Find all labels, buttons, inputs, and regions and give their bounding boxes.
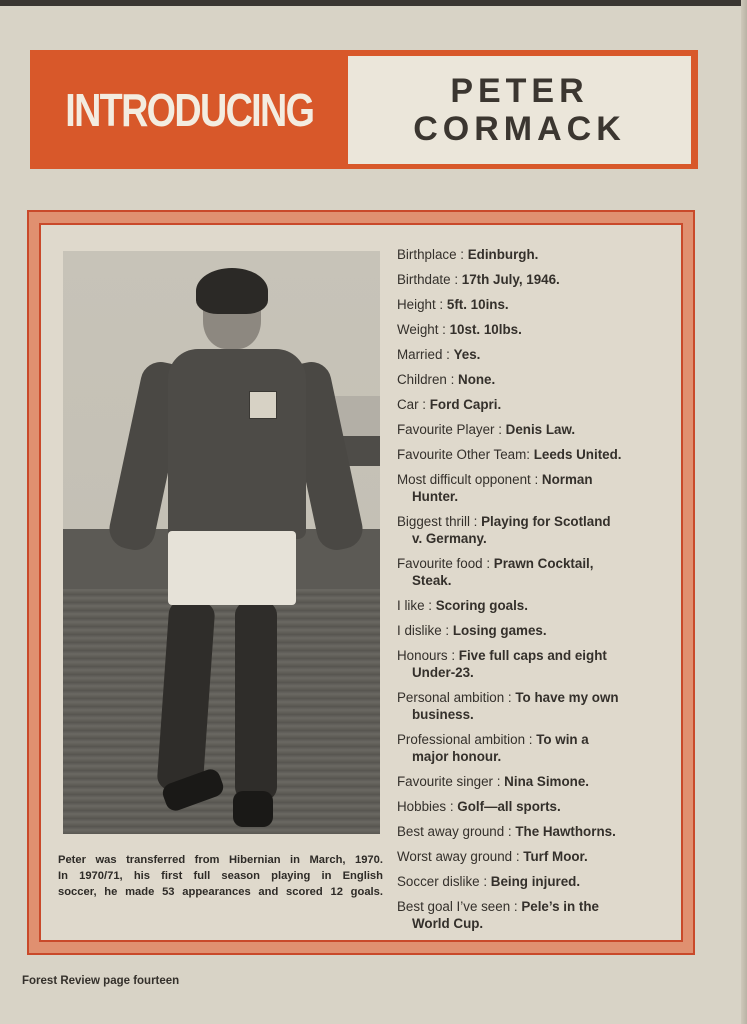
fact-value-continued: Hunter. xyxy=(412,489,459,504)
fact-label: Best goal I’ve seen : xyxy=(397,899,522,914)
fact-value: Yes. xyxy=(453,347,481,362)
fact-value: Denis Law. xyxy=(505,422,576,437)
fact-favourite-food xyxy=(397,555,672,589)
fact-value: Norman xyxy=(541,472,593,487)
fact-value-continued: Steak. xyxy=(412,573,452,588)
player-name-box xyxy=(348,56,691,164)
fact-label: Personal ambition : xyxy=(397,690,516,705)
fact-best-goal xyxy=(397,898,672,932)
fact-label: Most difficult opponent : xyxy=(397,472,542,487)
caption-line: Peter was transferred from Hibernian in March, 1970. xyxy=(58,854,383,866)
fact-most-difficult-opponent xyxy=(397,471,672,505)
fact-height xyxy=(397,296,672,313)
fact-professional-ambition xyxy=(397,731,672,765)
fact-label: Favourite food : xyxy=(397,556,494,571)
page-footer: Forest Review page fourteen xyxy=(22,975,180,987)
banner-label: INTRODUCING xyxy=(64,83,314,136)
fact-value: Scoring goals. xyxy=(435,598,528,613)
fact-worst-away-ground xyxy=(397,848,672,865)
fact-value-continued: business. xyxy=(412,707,474,722)
fact-soccer-dislike xyxy=(397,873,672,890)
fact-value: Pele’s in the xyxy=(521,899,599,914)
fact-hobbies xyxy=(397,798,672,815)
fact-favourite-singer xyxy=(397,773,672,790)
banner-introducing xyxy=(30,50,348,169)
fact-honours xyxy=(397,647,672,681)
fact-value: The Hawthorns. xyxy=(515,824,616,839)
fact-label: Car : xyxy=(397,397,430,412)
player-last-name: CORMACK xyxy=(413,110,626,148)
fact-birthdate xyxy=(397,271,672,288)
pitch xyxy=(63,589,380,834)
fact-value: Edinburgh. xyxy=(467,247,539,262)
fact-value: None. xyxy=(458,372,496,387)
fact-value-continued: major honour. xyxy=(412,749,502,764)
fact-value: Losing games. xyxy=(452,623,547,638)
fact-value: Golf—all sports. xyxy=(457,799,561,814)
fact-value: To win a xyxy=(536,732,589,747)
fact-value: 10st. 10lbs. xyxy=(449,322,522,337)
fact-favourite-other-team xyxy=(397,446,672,463)
fact-value: Playing for Scotland xyxy=(481,514,611,529)
fact-i-dislike xyxy=(397,622,672,639)
fact-label: Favourite singer : xyxy=(397,774,505,789)
fact-label: I dislike : xyxy=(397,623,453,638)
fact-value: Being injured. xyxy=(490,874,581,889)
fact-value-continued: v. Germany. xyxy=(412,531,487,546)
fact-label: Best away ground : xyxy=(397,824,516,839)
fact-favourite-player xyxy=(397,421,672,438)
fact-weight xyxy=(397,321,672,338)
fact-label: Favourite Other Team: xyxy=(397,447,534,462)
fact-value: Nina Simone. xyxy=(504,774,589,789)
fact-value: Ford Capri. xyxy=(429,397,502,412)
player-hair xyxy=(196,268,268,314)
fact-value: Prawn Cocktail, xyxy=(493,556,594,571)
fact-label: Favourite Player : xyxy=(397,422,506,437)
player-shorts xyxy=(168,531,296,605)
fact-label: I like : xyxy=(397,598,436,613)
fact-label: Height : xyxy=(397,297,447,312)
fact-value: To have my own xyxy=(515,690,619,705)
player-first-name: PETER xyxy=(450,72,589,110)
fact-label: Birthplace : xyxy=(397,247,468,262)
fact-value-continued: World Cup. xyxy=(412,916,484,931)
fact-label: Birthdate : xyxy=(397,272,462,287)
fact-label: Soccer dislike : xyxy=(397,874,491,889)
fact-married xyxy=(397,346,672,363)
fact-i-like xyxy=(397,597,672,614)
player-right-boot xyxy=(233,791,273,827)
fact-value-continued: Under-23. xyxy=(412,665,474,680)
fact-children xyxy=(397,371,672,388)
page-gutter xyxy=(741,0,747,1024)
fact-car xyxy=(397,396,672,413)
club-crest-icon xyxy=(249,391,277,419)
player-shirt xyxy=(168,349,306,539)
fact-personal-ambition xyxy=(397,689,672,723)
fact-value: Turf Moor. xyxy=(523,849,588,864)
fact-best-away-ground xyxy=(397,823,672,840)
fact-label: Weight : xyxy=(397,322,450,337)
caption-line: soccer, he made 53 appearances and scored 12 goals. xyxy=(58,886,383,898)
caption-line: In 1970/71, his first full season playing in English xyxy=(58,870,383,882)
fact-label: Children : xyxy=(397,372,459,387)
player-photo xyxy=(63,251,380,834)
fact-value: 17th July, 1946. xyxy=(461,272,560,287)
fact-label: Married : xyxy=(397,347,454,362)
fact-label: Worst away ground : xyxy=(397,849,524,864)
fact-value: Leeds United. xyxy=(533,447,622,462)
fact-label: Honours : xyxy=(397,648,459,663)
photo-caption xyxy=(58,852,383,900)
player-right-leg xyxy=(235,601,277,801)
title-banner xyxy=(30,50,698,169)
page-top-edge xyxy=(0,0,747,6)
fact-birthplace xyxy=(397,246,672,263)
fact-label: Hobbies : xyxy=(397,799,458,814)
fact-value: 5ft. 10ins. xyxy=(446,297,509,312)
fact-biggest-thrill xyxy=(397,513,672,547)
fact-label: Professional ambition : xyxy=(397,732,537,747)
fact-label: Biggest thrill : xyxy=(397,514,482,529)
fact-value: Five full caps and eight xyxy=(458,648,607,663)
profile-facts xyxy=(397,246,672,940)
